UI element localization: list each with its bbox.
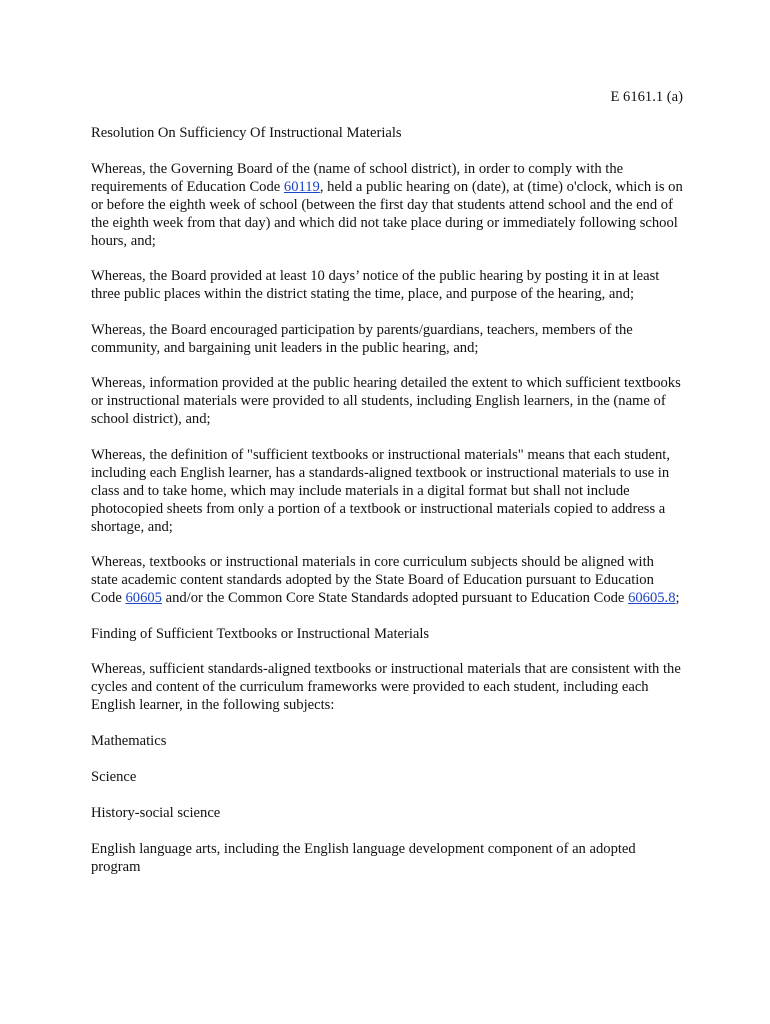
paragraph-text: Whereas, textbooks or instructional materials in core curriculum subjects should be aligned with state academic content standards adopted by the State Board of Education pursuant to Education Code [91, 554, 654, 606]
subject-item-english: English language arts, including the English language development component of an adopted program [91, 840, 636, 875]
subject-item-history: History-social science [91, 804, 221, 821]
paragraph-sufficient: Whereas, sufficient standards-aligned textbooks or instructional materials that are consistent with the cycles and content of the curriculum frameworks were provided to each student, including each English learner, in the following subjects: [91, 661, 681, 713]
education-code-60605-link[interactable]: 60605 [125, 590, 162, 606]
education-code-60605-8-link[interactable]: 60605.8 [628, 590, 676, 606]
code-reference: E 6161.1 (a) [610, 89, 683, 105]
paragraph-definition: Whereas, the definition of "sufficient textbooks or instructional materials" means that each student, including each English learner, has a standards-aligned textbook or instructional materials to use in class and to take home, which may include materials in a digital format but shall not include photocopied sheets from only a portion of a textbook or instructional materials copied to address a shortage, and; [91, 446, 671, 535]
education-code-60119-link[interactable]: 60119 [283, 178, 320, 195]
finding-heading: Finding of Sufficient Textbooks or Instructional Materials [91, 625, 430, 642]
paragraph-text: ; [675, 590, 680, 606]
paragraph-hearing [91, 160, 683, 250]
subject-item-mathematics: Mathematics [91, 732, 167, 749]
paragraph-notice: Whereas, the Board provided at least 10 days’ notice of the public hearing by posting it in at least three public places within the district stating the time, place, and purpose of the hearing, and; [91, 268, 660, 302]
paragraph-standards [91, 553, 683, 607]
paragraph-text: , held a public hearing on (date), at (time) o'clock, which is on or before the eighth week of school (between the first day that students attend school and the end of the eighth week from that day) and which did not take place during or immediately following school hours, and; [91, 178, 683, 249]
paragraph-information: Whereas, information provided at the public hearing detailed the extent to which sufficient textbooks or instructional materials were provided to all students, including English learners, in the (name of school district), and; [91, 375, 681, 427]
paragraph-text: and/or the Common Core State Standards adopted pursuant to Education Code [161, 590, 629, 606]
subject-item-science: Science [91, 768, 137, 785]
document-title: Resolution On Sufficiency Of Instructional Materials [91, 125, 402, 141]
paragraph-text: Whereas, the Governing Board of the (name of school district), in order to comply with the requirements of Education Code [91, 160, 624, 195]
document-page [91, 88, 683, 894]
paragraph-participation: Whereas, the Board encouraged participation by parents/guardians, teachers, members of the community, and bargaining unit leaders in the public hearing, and; [91, 321, 633, 356]
